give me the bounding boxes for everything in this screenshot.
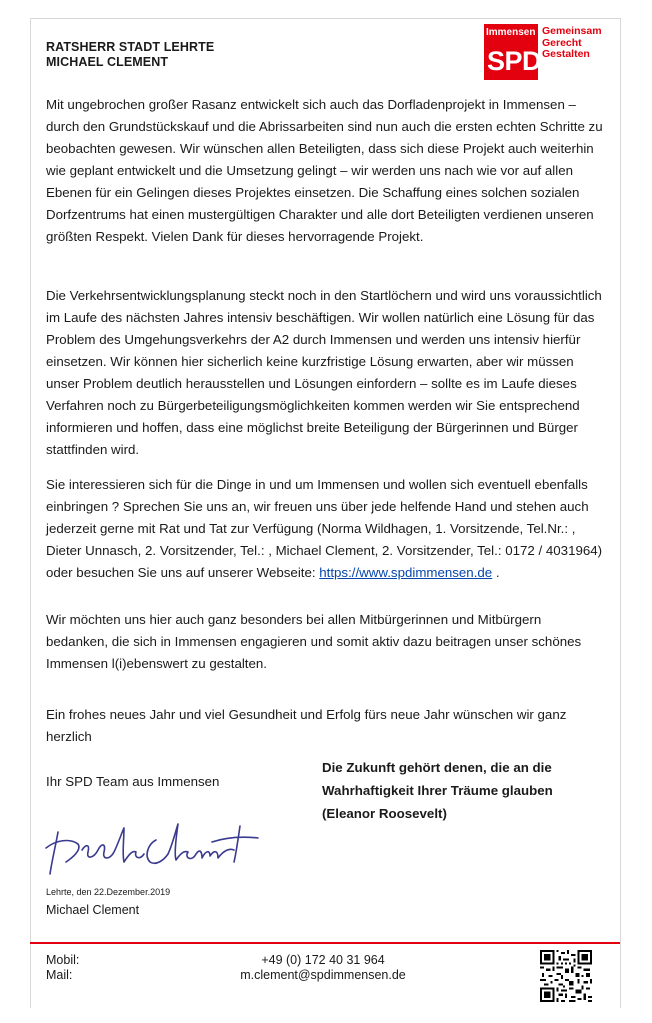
logo-tagline bbox=[542, 26, 602, 61]
website-link[interactable]: https://www.spdimmensen.de bbox=[319, 565, 493, 580]
team-signoff: Ihr SPD Team aus Immensen bbox=[46, 774, 220, 789]
quote-line-3: (Eleanor Roosevelt) bbox=[322, 806, 447, 821]
header-title: RATSHERR STADT LEHRTE bbox=[46, 40, 215, 54]
paragraph-kontakt-text: Sie interessieren sich für die Dinge in und um Immensen und wollen sich eventuell ebenfalls einbringen ? Sprechen Sie uns an, wir freuen uns über jede helfende Hand und stehen auch jederzeit gerne mit Rat und Tat zur Verfügung (Norma Wildhagen, 1. Vorsitzende, Tel.Nr.: , Dieter Unnasch, 2. Vorsitzender, Tel.: , Michael Clement, 2. Vorsitzender, Tel.: 0172 / 4031964) oder besuchen Sie uns auf unserer Webseite: bbox=[46, 477, 603, 580]
header-name: MICHAEL CLEMENT bbox=[46, 55, 169, 69]
page-border-top bbox=[30, 18, 620, 19]
footer-divider bbox=[30, 942, 620, 944]
paragraph-verkehr bbox=[46, 285, 606, 461]
paragraph-kontakt-end: . bbox=[492, 565, 500, 580]
footer-mobil-label: Mobil: bbox=[46, 953, 80, 967]
paragraph-dank: Wir möchten uns hier auch ganz besonders bei allen Mitbürgerinnen und Mitbürgern bedanken, die sich in Immensen engagieren und somit aktiv dazu beitragen unser schönes Immensen l(i)ebenswert zu gestalten. bbox=[46, 612, 582, 671]
logo-red-box bbox=[484, 24, 542, 80]
logo-place-name: Immensen bbox=[486, 27, 536, 38]
paragraph-neujahr: Ein frohes neues Jahr und viel Gesundheit und Erfolg fürs neue Jahr wünschen wir ganz herzlich bbox=[46, 707, 567, 744]
paragraph-kontakt bbox=[46, 474, 606, 584]
page-border-left bbox=[30, 18, 31, 1008]
footer-email[interactable]: m.clement@spdimmensen.de bbox=[240, 968, 406, 982]
handwritten-signature bbox=[44, 810, 264, 880]
letter-header bbox=[46, 40, 214, 70]
quote-line-1: Die Zukunft gehört denen, die an die bbox=[322, 760, 552, 775]
page-border-right bbox=[620, 18, 621, 1008]
quote-block bbox=[322, 756, 612, 825]
logo-tagline-3: Gestalten bbox=[542, 48, 590, 60]
quote-line-2: Wahrhaftigkeit Ihrer Träume glauben bbox=[322, 783, 553, 798]
footer-phone: +49 (0) 172 40 31 964 bbox=[261, 953, 385, 967]
paragraph-dorfladen: Mit ungebrochen großer Rasanz entwickelt sich auch das Dorfladenprojekt in Immensen – durch den Grundstückskauf und die Abrissarbeiten sind nun auch die ersten echten Schritte zu beobachten gewesen. Wir wünschen allen Beteiligten, dass sich diese Projekt auch weiterhin wie geplant entwickelt und die Umsetzung gelingt – wir werden uns nach wie vor auf allen Ebenen für ein Gelingen dieses Projektes einsetzen. Die Schaffung eines solchen sozialen Dorfzentrums hat einen mustergültigen Charakter und alle dort Beteiligten verdienen unseren größten Respekt. Vielen Dank für dieses hervorragende Projekt. bbox=[46, 97, 603, 244]
logo-tagline-1: Gemeinsam bbox=[542, 25, 602, 37]
qr-code-icon bbox=[540, 950, 592, 1002]
letter-date: Lehrte, den 22.Dezember.2019 bbox=[46, 887, 171, 897]
spd-immensen-logo bbox=[484, 24, 604, 80]
signer-name: Michael Clement bbox=[46, 903, 140, 917]
footer-mail-label: Mail: bbox=[46, 968, 73, 982]
logo-tagline-2: Gerecht bbox=[542, 36, 582, 49]
paragraph-verkehr-text: Die Verkehrsentwicklungsplanung steckt noch in den Startlöchern und wird uns voraussichtlich im Laufe des nächsten Jahres intensiv beschäftigen. Wir wollen natürlich eine Lösung für das Problem des Umgehungsverkehrs der A2 durch Immensen und werden uns intensiv hierfür einsetzen. Wir können hier sicherlich keine kurzfristige Lösung erwarten, aber wir müssen unser Problem deutlich herausstellen und Lösungen einfordern – sollte es im Laufe dieses Verfahren noch zu Bürgerbeteiligungsmöglichkeiten kommen werden wir Sie entsprechend informieren und hoffen, dass eine möglichst breite Beteiligung der Bürgerinnen und Bürger stattfinden wird. bbox=[46, 288, 602, 457]
logo-party-name: SPD bbox=[487, 46, 542, 76]
